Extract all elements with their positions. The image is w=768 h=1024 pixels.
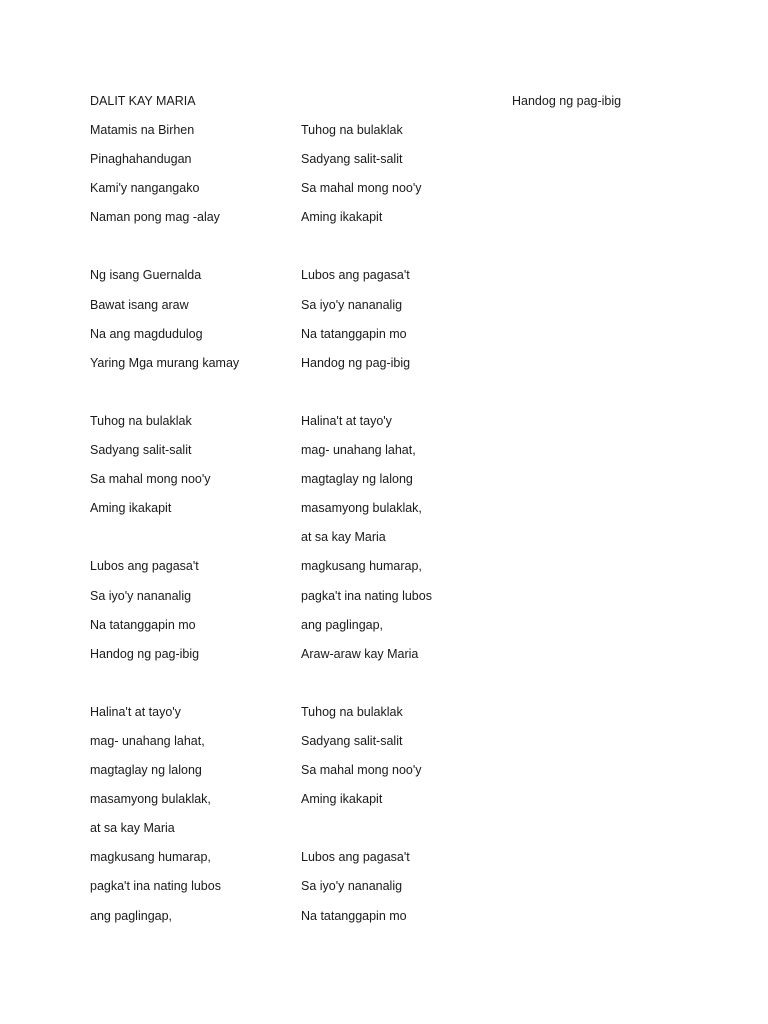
lyric-line: Handog ng pag-ibig: [301, 355, 411, 370]
lyric-line: Lubos ang pagasa't: [301, 268, 410, 283]
lyric-line: ang paglingap,: [301, 617, 384, 632]
lyric-line: magtaglay ng lalong: [301, 472, 413, 487]
stanza-gap: [301, 238, 432, 267]
lyric-line: Lubos ang pagasa't: [90, 559, 199, 574]
lyric-line: Sa mahal mong noo'y: [90, 472, 211, 487]
lyric-line: mag- unahang lahat,: [301, 443, 416, 458]
lyric-line: Tuhog na bulaklak: [90, 413, 192, 428]
lyric-line: Ng isang Guernalda: [90, 268, 202, 283]
lyric-line: Matamis na Birhen: [90, 123, 195, 137]
lyric-line: Yaring Mga murang kamay: [90, 355, 240, 370]
lyric-line: masamyong bulaklak,: [90, 792, 211, 807]
stanza-gap: [90, 675, 239, 704]
document-title: DALIT KAY MARIA: [90, 94, 196, 108]
lyric-line: Halina't at tayo'y: [301, 413, 392, 428]
stanza-gap: [301, 384, 432, 413]
lyric-line: pagka't ina nating lubos: [90, 879, 221, 894]
lyric-line: Sadyang salit-salit: [301, 152, 403, 167]
lyric-line: Na ang magdudulog: [90, 326, 203, 341]
lyric-line: Aming ikakapit: [301, 210, 383, 225]
lyric-line: ang paglingap,: [90, 908, 173, 923]
lyric-line: Bawat isang araw: [90, 297, 189, 312]
lyric-line: pagka't ina nating lubos: [301, 588, 432, 603]
stanza-gap: [90, 384, 239, 413]
lyric-line: Na tatanggapin mo: [301, 908, 407, 923]
lyric-line: Aming ikakapit: [90, 501, 172, 516]
lyric-line: Na tatanggapin mo: [90, 617, 196, 632]
lyric-line: masamyong bulaklak,: [301, 501, 422, 516]
stanza-gap: [301, 675, 432, 704]
lyric-line: Tuhog na bulaklak: [301, 704, 403, 719]
lyric-line: Araw-araw kay Maria: [301, 646, 419, 661]
lyric-line: Naman pong mag -alay: [90, 210, 220, 225]
stanza-gap: [301, 820, 432, 849]
lyrics-left-column: [90, 122, 239, 937]
lyric-line: Sa iyo'y nananalig: [301, 879, 403, 894]
lyric-line: magkusang humarap,: [90, 850, 211, 865]
lyric-line: at sa kay Maria: [301, 530, 386, 545]
stanza-gap: [90, 238, 239, 267]
lyric-line: at sa kay Maria: [90, 821, 175, 836]
lyric-line: Na tatanggapin mo: [301, 326, 407, 341]
lyric-line: Sa mahal mong noo'y: [301, 763, 422, 778]
lyric-line: Handog ng pag-ibig: [90, 646, 200, 661]
lyric-line: Tuhog na bulaklak: [301, 123, 403, 137]
lyric-line: Kami'y nangangako: [90, 181, 200, 196]
lyric-line: mag- unahang lahat,: [90, 733, 205, 748]
lyric-line: Sa iyo'y nananalig: [90, 588, 192, 603]
lyric-line: Halina't at tayo'y: [90, 704, 181, 719]
lyric-line: magkusang humarap,: [301, 559, 422, 574]
lyric-line: Aming ikakapit: [301, 792, 383, 807]
stanza-gap: [90, 529, 239, 558]
lyric-line: magtaglay ng lalong: [90, 763, 202, 778]
lyric-line: Sadyang salit-salit: [90, 443, 192, 458]
top-right-note: Handog ng pag-ibig: [512, 94, 622, 108]
lyric-line: Sa mahal mong noo'y: [301, 181, 422, 196]
lyric-line: Sa iyo'y nananalig: [301, 297, 403, 312]
lyrics-right-column: [301, 122, 432, 937]
lyric-line: Sadyang salit-salit: [301, 733, 403, 748]
lyric-line: Lubos ang pagasa't: [301, 850, 410, 865]
lyric-line: Pinaghahandugan: [90, 152, 192, 167]
